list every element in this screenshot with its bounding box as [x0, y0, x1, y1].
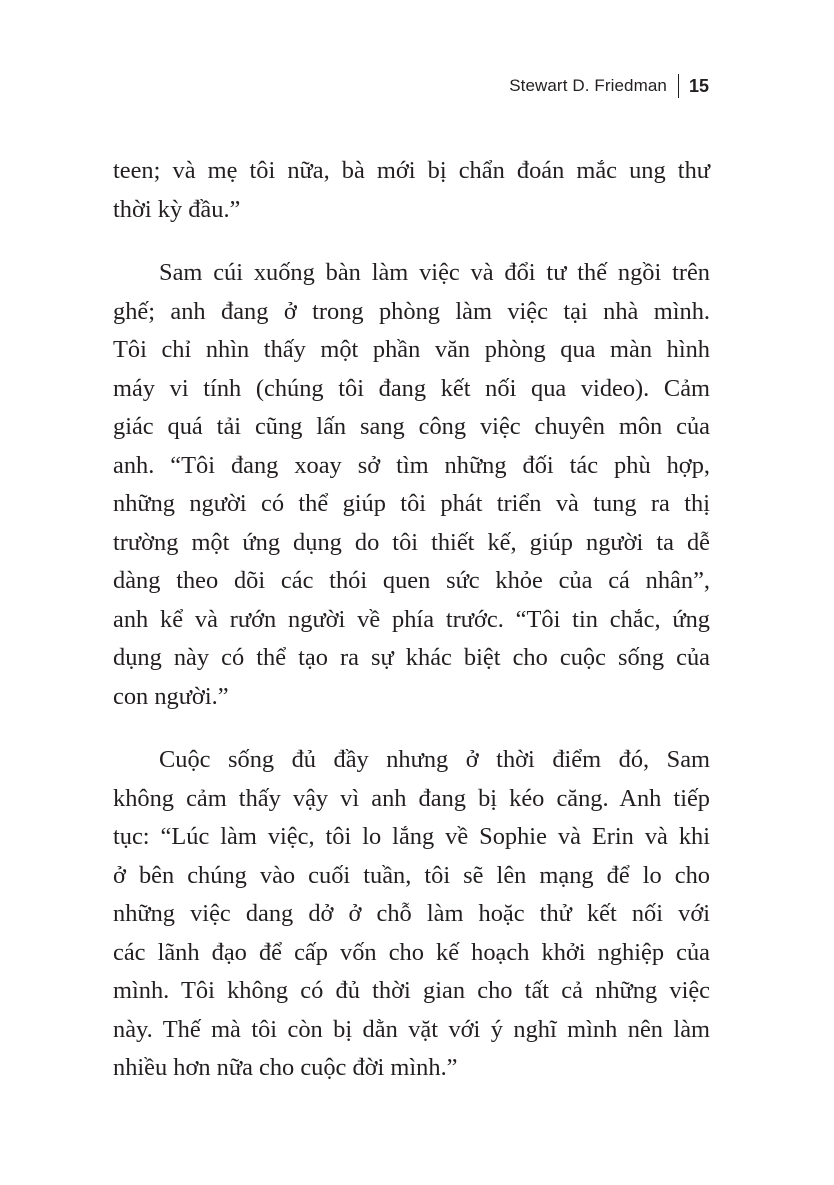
text-line: tục: “Lúc làm việc, tôi lo lắng về Sophie và Erin và khi: [113, 823, 710, 850]
text-line: ở bên chúng vào cuối tuần, tôi sẽ lên mạng để lo cho: [113, 861, 710, 889]
text-line: Tôi chỉ nhìn thấy một phần văn phòng qua màn hình: [113, 336, 710, 363]
running-header-author: Stewart D. Friedman: [509, 76, 667, 95]
text-line: những người có thể giúp tôi phát triển và tung ra thị: [113, 490, 710, 517]
paragraph: [113, 741, 710, 1088]
text-line: teen; và mẹ tôi nữa, bà mới bị chẩn đoán mắc ung thư: [113, 157, 710, 184]
header-divider: [678, 74, 679, 98]
page-number: 15: [688, 75, 709, 96]
text-line: trường một ứng dụng do tôi thiết kế, giúp người ta dễ: [113, 528, 710, 556]
text-line: những việc dang dở ở chỗ làm hoặc thử kết nối với: [113, 900, 710, 927]
text-line: dàng theo dõi các thói quen sức khỏe của cá nhân”,: [113, 567, 710, 594]
paragraph: [113, 254, 710, 716]
text-line: không cảm thấy vậy vì anh đang bị kéo căng. Anh tiếp: [113, 784, 710, 812]
text-line: giác quá tải cũng lấn sang công việc chuyên môn của: [113, 413, 710, 440]
running-header: [509, 74, 709, 98]
text-line: con người.”: [113, 682, 229, 710]
text-line: nhiều hơn nữa cho cuộc đời mình.”: [113, 1054, 458, 1081]
text-line: anh. “Tôi đang xoay sở tìm những đối tác phù hợp,: [113, 451, 710, 479]
text-line: Cuộc sống đủ đầy nhưng ở thời điểm đó, Sam: [159, 746, 710, 773]
paragraph: [113, 152, 710, 229]
text-line: thời kỳ đầu.”: [113, 195, 241, 223]
body-text: [113, 152, 710, 1113]
text-line: dụng này có thể tạo ra sự khác biệt cho cuộc sống của: [113, 644, 710, 671]
text-line: anh kể và rướn người về phía trước. “Tôi tin chắc, ứng: [113, 605, 710, 633]
text-line: các lãnh đạo để cấp vốn cho kế hoạch khởi nghiệp của: [113, 938, 710, 966]
text-line: máy vi tính (chúng tôi đang kết nối qua video). Cảm: [113, 374, 710, 402]
text-line: Sam cúi xuống bàn làm việc và đổi tư thế ngồi trên: [159, 259, 710, 286]
text-line: mình. Tôi không có đủ thời gian cho tất cả những việc: [113, 977, 710, 1004]
text-line: ghế; anh đang ở trong phòng làm việc tại nhà mình.: [113, 297, 710, 325]
text-line: này. Thế mà tôi còn bị dằn vặt với ý nghĩ mình nên làm: [113, 1015, 710, 1043]
